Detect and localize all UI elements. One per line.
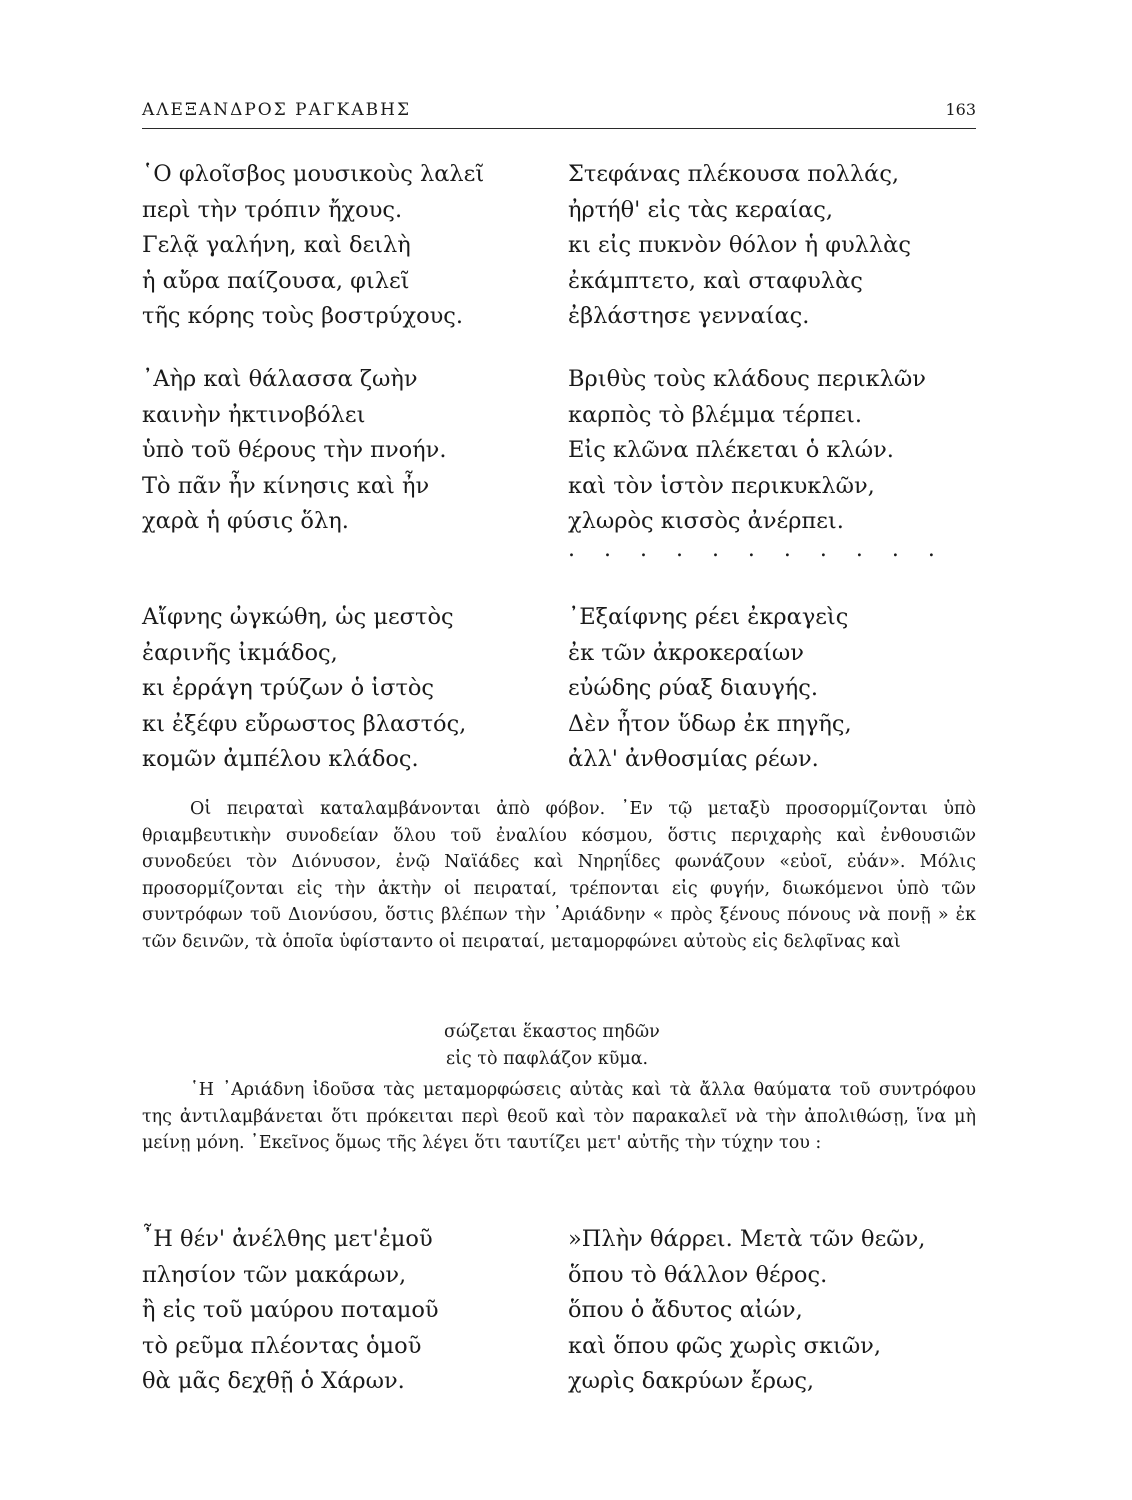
verse-line: Δὲν ἦτον ὕδωρ ἐκ πηγῆς, <box>568 710 852 737</box>
page-number: 163 <box>945 100 976 119</box>
verse-line: καὶ ὅπου φῶς χωρὶς σκιῶν, <box>568 1332 882 1359</box>
quote-line: εἰς τὸ παφλάζον κῦμα. <box>446 1048 649 1069</box>
quote-line: σώζεται ἕκαστος πηδῶν <box>444 1022 660 1042</box>
verse-line: Τὸ πᾶν ἦν κίνησις καὶ ἦν <box>142 472 430 499</box>
verse-line: ᾿Εξαίφνης ρέει ἐκραγεὶς <box>568 604 849 630</box>
verse-line: κι εἰς πυκνὸν θόλον ἡ φυλλὰς <box>568 232 911 258</box>
stanza-right-3 <box>568 600 852 778</box>
verse-line: ὑπὸ τοῦ θέρους τὴν πνοήν. <box>142 437 447 463</box>
verse-line: ἡ αὔρα παίζουσα, φιλεῖ <box>142 267 410 294</box>
verse-line: κι ἐξέφυ εὔρωστος βλαστός, <box>142 710 467 737</box>
ellipsis-dots: . . . . . . . . . . . <box>568 537 946 562</box>
verse-line: πλησίον τῶν μακάρων, <box>142 1261 407 1288</box>
verse-line: »Πλὴν θάρρει. Μετὰ τῶν θεῶν, <box>568 1226 926 1252</box>
stanza-left-1 <box>142 157 484 335</box>
verse-line: ὅπου ὁ ἄδυτος αἰών, <box>568 1297 803 1323</box>
running-header <box>142 98 976 129</box>
verse-line: κομῶν ἀμπέλου κλάδος. <box>142 746 419 772</box>
quoted-verse <box>444 1019 660 1072</box>
header-title: ΑΛΕΞΑΝΔΡΟΣ ΡΑΓΚΑΒΗΣ <box>142 100 411 120</box>
stanza-right-1 <box>568 157 911 335</box>
verse-line: χωρὶς δακρύων ἔρως, <box>568 1368 815 1394</box>
verse-line: κι ἐρράγη τρύζων ὁ ἱστὸς <box>142 675 435 701</box>
verse-line: Στεφάνας πλέκουσα πολλάς, <box>568 161 900 187</box>
verse-line: καρπὸς τὸ βλέμμα τέρπει. <box>568 401 862 428</box>
verse-line: Αἴφνης ὠγκώθη, ὡς μεστὸς <box>142 604 454 630</box>
verse-line: ἐβλάστησε γενναίας. <box>568 303 810 329</box>
verse-line: περὶ τὴν τρόπιν ἤχους. <box>142 196 403 223</box>
stanza-right-2 <box>568 362 926 540</box>
stanza-left-4 <box>142 1222 439 1400</box>
verse-line: ἐκάμπτετο, καὶ σταφυλὰς <box>568 267 863 294</box>
verse-line: χαρὰ ἡ φύσις ὅλη. <box>142 508 349 534</box>
stanza-left-3 <box>142 600 466 778</box>
verse-line: καὶ τὸν ἱστὸν περικυκλῶν, <box>568 472 875 499</box>
verse-line: θὰ μᾶς δεχθῇ ὁ Χάρων. <box>142 1368 405 1394</box>
verse-line: ὅπου τὸ θάλλον θέρος. <box>568 1261 828 1288</box>
prose-paragraph-2: ῾Η ᾿Αριάδνη ἰδοῦσα τὰς μεταμορφώσεις αὐτὰς καὶ τὰ ἄλλα θαύματα τοῦ συντρόφου της ἀντιλαμβάνεται ὅτι πρόκειται περὶ θεοῦ καὶ τὸν παρακαλεῖ νὰ τὴν ἀπολιθώσῃ, ἵνα μὴ μείνῃ μόνη. ᾿Εκεῖνος ὅμως τῆς λέγει ὅτι ταυτίζει μετ' αὐτῆς τὴν τύχην του : <box>142 1080 976 1153</box>
verse-line: ἠρτήθ' εἰς τὰς κεραίας, <box>568 196 834 223</box>
verse-line: ἐαρινῆς ἰκμάδος, <box>142 639 338 666</box>
verse-line: ῏Η θέν' ἀνέλθης μετ'ἐμοῦ <box>142 1226 433 1252</box>
stanza-left-2 <box>142 362 446 540</box>
verse-line: Γελᾷ γαλήνη, καὶ δειλὴ <box>142 232 411 258</box>
verse-line: εὐώδης ρύαξ διαυγής. <box>568 675 819 701</box>
verse-line: Βριθὺς τοὺς κλάδους περικλῶν <box>568 366 926 392</box>
verse-line: ῾Ο φλοῖσβος μουσικοὺς λαλεῖ <box>142 161 485 187</box>
verse-line: τὸ ρεῦμα πλέοντας ὁμοῦ <box>142 1332 422 1359</box>
verse-line: χλωρὸς κισσὸς ἀνέρπει. <box>568 508 844 534</box>
verse-line: ἐκ τῶν ἀκροκεραίων <box>568 639 804 666</box>
prose-paragraph-1: Οἱ πειραταὶ καταλαμβάνονται ἀπὸ φόβον. ᾿Εν τῷ μεταξὺ προσορμίζονται ὑπὸ θριαμβευτικὴν συνοδείαν ὅλου τοῦ ἐναλίου κόσμου, ὅστις περιχαρὴς καὶ ἐνθουσιῶν συνοδεύει τὸν Διόνυσον, ἐνῷ Ναϊάδες καὶ Νηρηΐδες φωνάζουν «εὐοῖ, εὐάν». Μόλις προσορμίζονται εἰς τὴν ἀκτὴν οἱ πειραταί, τρέπονται εἰς φυγήν, διωκόμενοι ὑπὸ τῶν συντρόφων τοῦ Διονύσου, ὅστις βλέπων τὴν ᾿Αριάδνην « πρὸς ξένους πόνους νὰ πονῇ » ἐκ τῶν δεινῶν, τὰ ὁποῖα ὑφίσταντο οἱ πειραταί, μεταμορφώνει αὐτοὺς εἰς δελφῖνας καὶ <box>142 799 976 952</box>
verse-line: τῆς κόρης τοὺς βοστρύχους. <box>142 303 464 329</box>
stanza-right-4 <box>568 1222 925 1400</box>
verse-line: ἢ εἰς τοῦ μαύρου ποταμοῦ <box>142 1297 439 1323</box>
verse-line: ᾿Αὴρ καὶ θάλασσα ζωὴν <box>142 366 418 392</box>
verse-line: ἀλλ' ἀνθοσμίας ρέων. <box>568 746 819 772</box>
verse-line: Εἰς κλῶνα πλέκεται ὁ κλών. <box>568 437 894 463</box>
verse-line: καινὴν ἠκτινοβόλει <box>142 401 366 428</box>
